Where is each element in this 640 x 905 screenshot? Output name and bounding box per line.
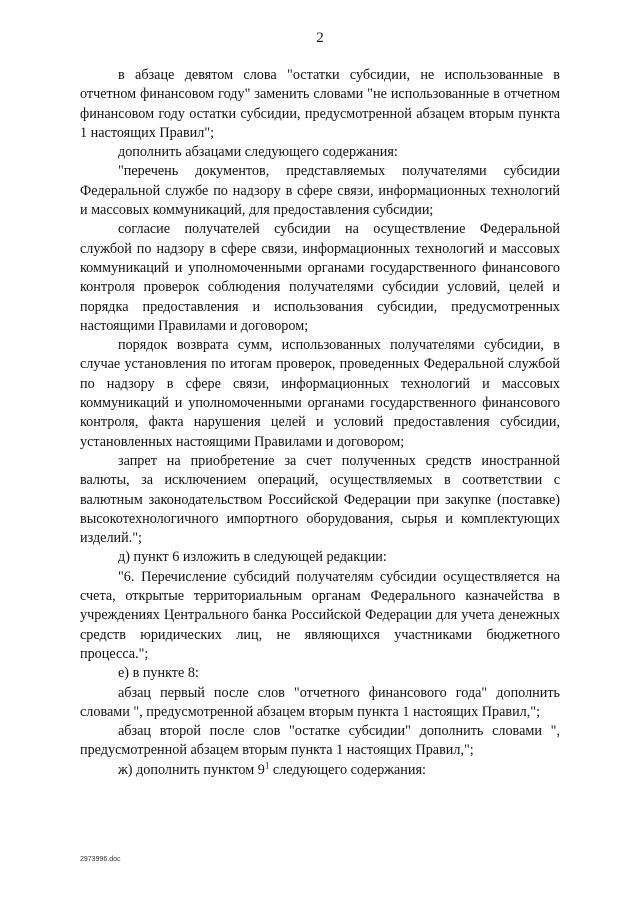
superscript: 1 xyxy=(264,759,270,770)
paragraph: д) пункт 6 изложить в следующей редакции: xyxy=(118,549,387,566)
paragraph: абзац первый после слов "отчетного финансового года" дополнить словами ", предусмотренной абзацем вторым пункта 1 настоящих Правил,"; xyxy=(80,684,560,720)
paragraph-last-text: ж) дополнить пунктом 9 xyxy=(118,761,265,778)
paragraph: запрет на приобретение за счет полученных средств иностранной валюты, за исключением операций, осуществляемых в соответствии с валютным законодательством Российской Федерации при закупке (поставке) высокотехнологичного импортного оборудования, сырья и комплектующих изделий."; xyxy=(80,452,560,547)
paragraph: дополнить абзацами следующего содержания: xyxy=(118,144,398,161)
paragraph: е) в пункте 8: xyxy=(118,665,199,682)
paragraph: порядок возврата сумм, использованных получателями субсидии, в случае установления по итогам проверок, проведенных Федеральной службой по надзору в сфере связи, информационных технологий и массовых коммуникаций и уполномоченными органами государственного финансового контроля, факта нарушения целей и условий предоставления субсидии, установленных настоящими Правилами и договором; xyxy=(80,337,560,450)
paragraph-last-tail: следующего содержания: xyxy=(269,761,426,778)
paragraph: "6. Перечисление субсидий получателям субсидии осуществляется на счета, открытые территориальным органам Федерального казначейства в учреждениях Центрального банка Российской Федерации для учета денежных средств юридических лиц, не являющихся участниками бюджетного процесса."; xyxy=(80,568,560,662)
paragraph: абзац второй после слов "остатке субсидии" дополнить словами ", предусмотренной абзацем вторым пункта 1 настоящих Правил,"; xyxy=(80,723,560,759)
paragraph-last xyxy=(80,761,560,780)
document-body xyxy=(80,66,560,780)
footer-document-code: 2973996.doc xyxy=(80,856,121,863)
page-number: 2 xyxy=(316,30,324,46)
paragraph: согласие получателей субсидии на осуществление Федеральной службой по надзору в сфере связи, информационных технологий и массовых коммуникаций и уполномоченными органами государственного финансового контроля проверок соблюдения получателями субсидии условий, целей и порядка предоставления и использования субсидии, предусмотренных настоящими Правилами и договором; xyxy=(80,221,560,334)
paragraph: в абзаце девятом слова "остатки субсидии, не использованные в отчетном финансовом году" заменить словами "не использованные в отчетном финансовом году остатки субсидии, предусмотренной абзацем вторым пункта 1 настоящих Правил"; xyxy=(80,67,560,141)
paragraph: "перечень документов, представляемых получателями субсидии Федеральной службе по надзору в сфере связи, информационных технологий и массовых коммуникаций, для предоставления субсидии; xyxy=(80,163,560,219)
